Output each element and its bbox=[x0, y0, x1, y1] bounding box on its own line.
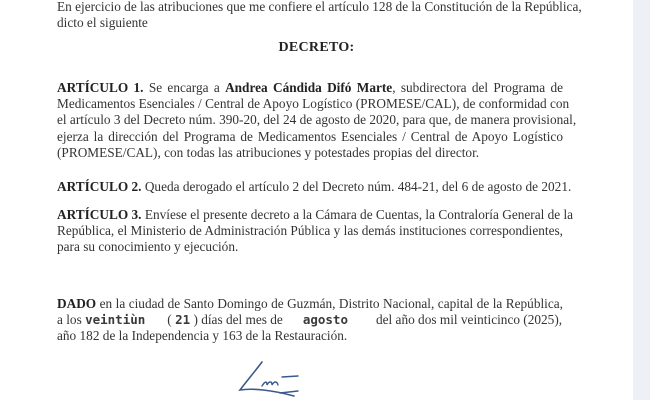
decree-title: DECRETO: bbox=[278, 40, 355, 55]
intro-line-1: En ejercicio de las atribuciones que me confiere el artículo 128 de la Constitución de la República, bbox=[57, 0, 582, 14]
given-text-2a: a los bbox=[57, 312, 86, 328]
article-1-text-b: , subdirectora del Programa de bbox=[392, 80, 563, 95]
appointee-name: Andrea Cándida Difó Marte bbox=[225, 80, 393, 95]
article-1-label: ARTÍCULO 1. bbox=[57, 80, 144, 95]
side-panel bbox=[633, 0, 650, 400]
article-3 bbox=[57, 207, 574, 256]
given-text-1: en la ciudad de Santo Domingo de Guzmán, Distrito Nacional, capital de la República, bbox=[96, 296, 563, 311]
intro-paragraph bbox=[57, 0, 582, 31]
article-2-label: ARTÍCULO 2. bbox=[57, 179, 142, 194]
article-1 bbox=[57, 80, 577, 161]
article-1-text-a: Se encarga a bbox=[143, 80, 226, 95]
article-1-line-2: Medicamentos Esenciales / Central de Apoyo Logístico (PROMESE/CAL), de conformidad con bbox=[57, 96, 570, 112]
article-1-line-5: (PROMESE/CAL), con todas las atribuciones y potestades propias del director. bbox=[57, 144, 480, 160]
given-line-3: año 182 de la Independencia y 163 de la Restauración. bbox=[57, 328, 348, 344]
given-line-1 bbox=[57, 296, 563, 312]
article-3-line-3: para su conocimiento y ejecución. bbox=[57, 239, 239, 255]
article-3-label: ARTÍCULO 3. bbox=[57, 207, 142, 222]
day-number: 21 bbox=[175, 312, 191, 328]
article-1-line-4: ejerza la dirección del Programa de Medicamentos Esenciales / Central de Apoyo Logístico bbox=[57, 128, 563, 144]
given-paragraph bbox=[57, 296, 563, 345]
given-label: DADO bbox=[57, 296, 97, 311]
given-text-2c: ) días del mes de bbox=[190, 312, 283, 328]
article-1-line-1 bbox=[57, 80, 563, 96]
month: agosto bbox=[302, 312, 348, 328]
article-3-line-2: República, el Ministerio de Administración Pública y las demás instituciones correspondientes, bbox=[57, 223, 563, 239]
day-words: veintiùn bbox=[85, 312, 146, 328]
intro-line-2: dicto el siguiente bbox=[57, 15, 148, 31]
given-text-2b: ( bbox=[167, 312, 176, 328]
signature-icon bbox=[232, 360, 362, 400]
article-2-text: Queda derogado el artículo 2 del Decreto núm. 484-21, del 6 de agosto de 2021. bbox=[141, 179, 572, 194]
article-2-line-1 bbox=[57, 179, 572, 195]
article-2 bbox=[57, 179, 572, 195]
article-3-line-1 bbox=[57, 207, 574, 223]
given-line-2 bbox=[57, 312, 563, 328]
given-text-2d: del año dos mil veinticinco (2025), bbox=[375, 312, 563, 328]
article-3-text: Envíese el presente decreto a la Cámara de Cuentas, la Contraloría General de la bbox=[141, 207, 574, 222]
article-1-line-3: el artículo 3 del Decreto núm. 390-20, del 24 de agosto de 2020, para que, de manera provisional, bbox=[57, 112, 577, 128]
